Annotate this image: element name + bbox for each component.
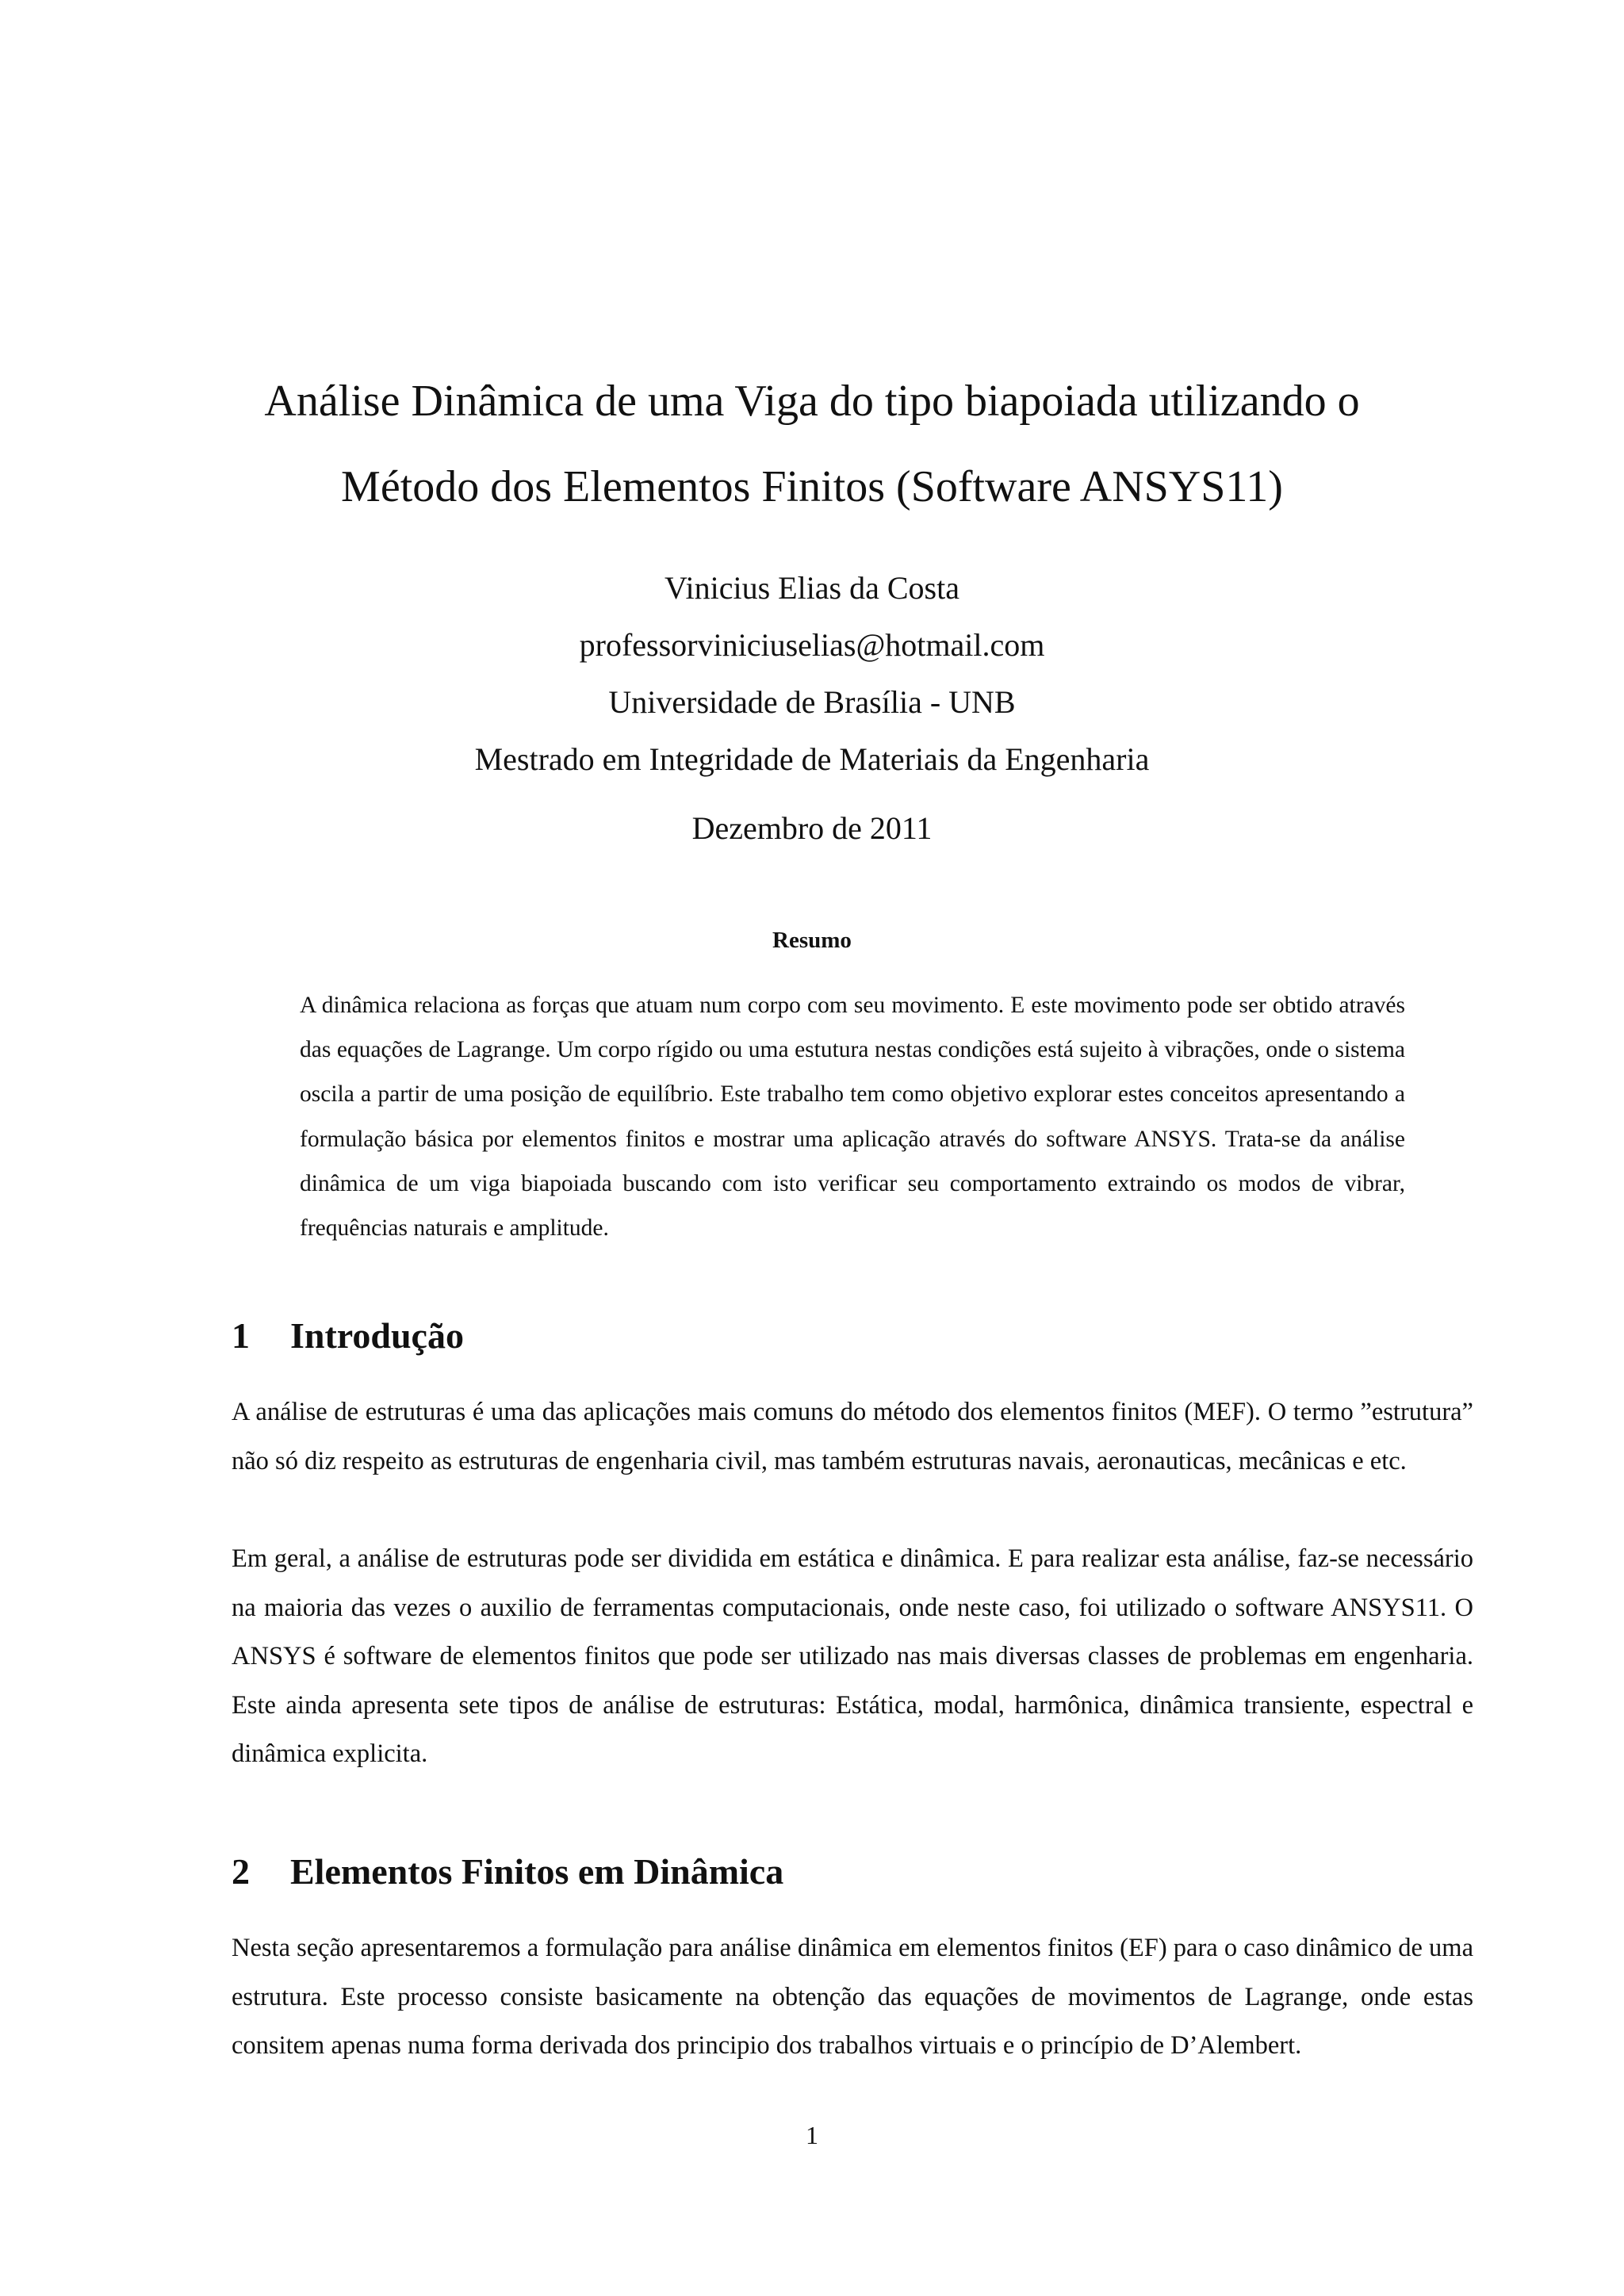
section-2-title: Elementos Finitos em Dinâmica: [290, 1851, 784, 1892]
paper-title-line-2: Método dos Elementos Finitos (Software ANSYS11): [341, 462, 1283, 511]
section-2-heading: [232, 1851, 784, 1892]
abstract-heading: Resumo: [772, 928, 852, 953]
author-email: professorviniciuselias@hotmail.com: [579, 627, 1045, 663]
section-1-number: 1: [232, 1315, 250, 1356]
section-2-number: 2: [232, 1851, 250, 1892]
section-2-paragraph-1: Nesta seção apresentaremos a formulação para análise dinâmica em elementos finitos (EF) para o caso dinâmico de uma estrutura. Este processo consiste basicamente na obtenção das equações de movimentos de Lagrange, onde estas consitem apenas numa forma derivada dos principio dos trabalhos virtuais e o princípio de D’Alembert.: [232, 1934, 1473, 2061]
abstract-text: A dinâmica relaciona as forças que atuam num corpo com seu movimento. E este movimento pode ser obtido através das equações de Lagrange. Um corpo rígido ou uma estutura nestas condições está sujeito à vibrações, onde o sistema oscila a partir de uma posição de equilíbrio. Este trabalho tem como objetivo explorar estes conceitos apresentando a formulação básica por elementos finitos e mostrar uma aplicação através do software ANSYS. Trata-se da análise dinâmica de um viga biapoiada buscando com isto verificar seu comportamento extraindo os modos de vibrar, frequências naturais e amplitude.: [300, 993, 1405, 1242]
section-1-paragraph-1: A análise de estruturas é uma das aplicações mais comuns do método dos elementos finitos (MEF). O termo ”estrutura” não só diz respeito as estruturas de engenharia civil, mas também estruturas navais, aeronauticas, mecânicas e etc.: [232, 1398, 1473, 1475]
section-1-title: Introdução: [290, 1315, 464, 1356]
author-program: Mestrado em Integridade de Materiais da Engenharia: [474, 741, 1150, 777]
page-number: 1: [806, 2121, 818, 2149]
paper-title-line-1: Análise Dinâmica de uma Viga do tipo biapoiada utilizando o: [264, 377, 1360, 426]
author-affiliation: Universidade de Brasília - UNB: [608, 684, 1016, 720]
author-name: Vinicius Elias da Costa: [665, 570, 959, 606]
publication-date: Dezembro de 2011: [691, 810, 933, 846]
section-1-paragraph-2: Em geral, a análise de estruturas pode ser dividida em estática e dinâmica. E para realizar esta análise, faz-se necessário na maioria das vezes o auxilio de ferramentas computacionais, onde neste caso, foi utilizado o software ANSYS11. O ANSYS é software de elementos finitos que pode ser utilizado nas mais diversas classes de problemas em engenharia. Este ainda apresenta sete tipos de análise de estruturas: Estática, modal, harmônica, dinâmica transiente, espectral e dinâmica explicita.: [232, 1544, 1473, 1769]
section-1-heading: [232, 1315, 464, 1356]
